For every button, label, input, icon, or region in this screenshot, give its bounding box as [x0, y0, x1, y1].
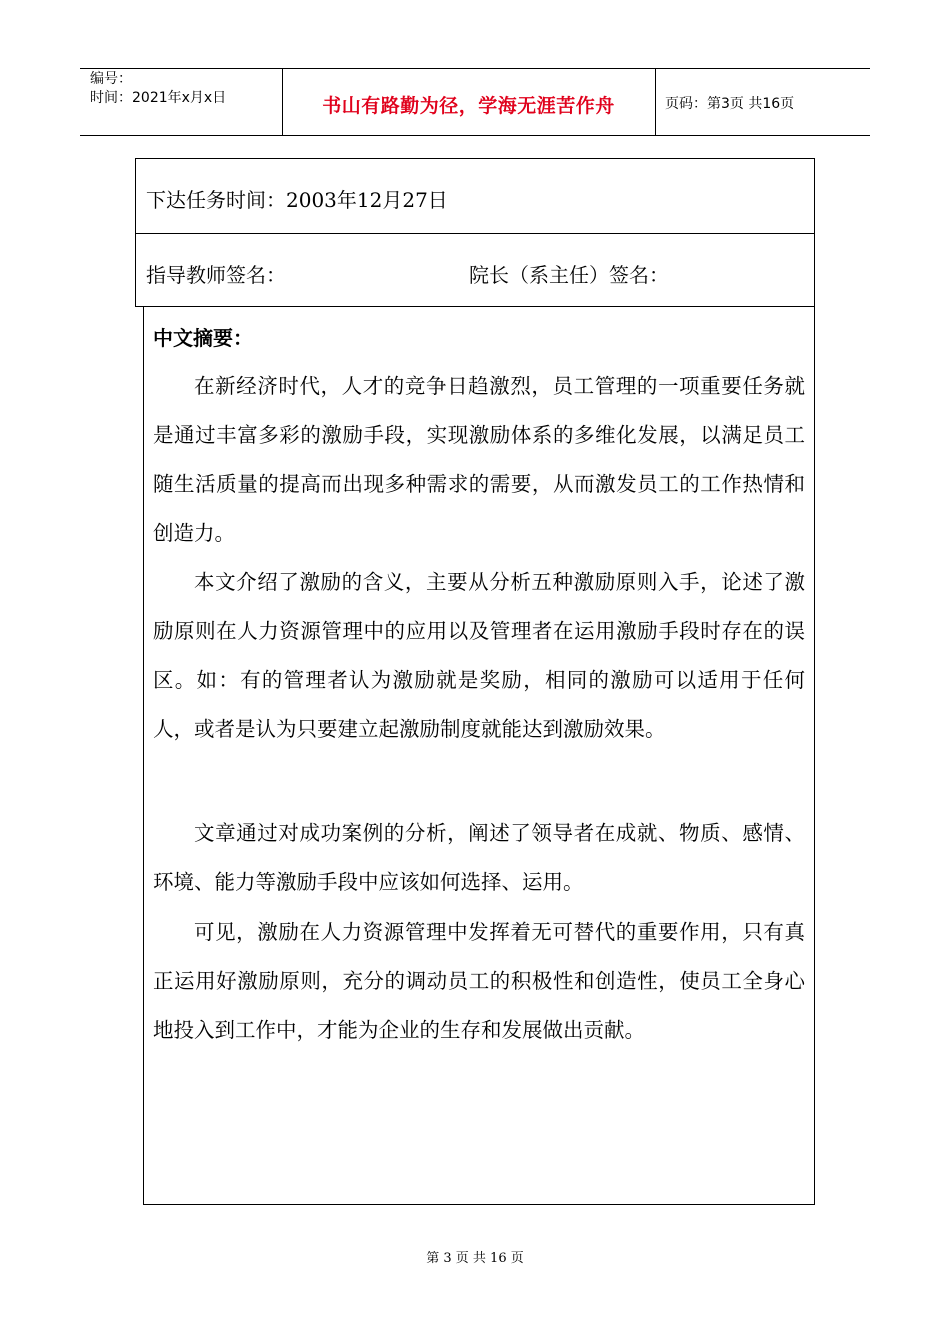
header-bottom-rule	[80, 135, 870, 136]
dean-sign-label: 院长（系主任）签名：	[469, 263, 669, 287]
header-motto: 书山有路勤为径，学海无涯苦作舟	[322, 95, 615, 117]
header-meta	[90, 70, 226, 108]
abstract-paragraph-2: 本文介绍了激励的含义，主要从分析五种激励原则入手，论述了激励原则在人力资源管理中的应用以及管理者在运用激励手段时存在的误区。如：有的管理者认为激励就是奖励，相同的激励可以适用于任何人，或者是认为只要建立起激励制度就能达到激励效果。	[153, 570, 805, 741]
number-label: 编号：	[90, 71, 132, 87]
abstract-title: 中文摘要：	[153, 326, 253, 350]
header-top-rule	[80, 68, 870, 69]
page-footer: 第 3 页 共 16 页	[426, 1251, 524, 1266]
time-label: 时间：2021年x月x日	[90, 90, 227, 106]
abstract-paragraph-3: 文章通过对成功案例的分析，阐述了领导者在成就、物质、感情、环境、能力等激励手段中应该如何选择、运用。	[153, 821, 805, 894]
header-divider-right	[655, 68, 656, 136]
task-time-text: 下达任务时间：2003年12月27日	[146, 188, 448, 212]
abstract-paragraph-4: 可见，激励在人力资源管理中发挥着无可替代的重要作用，只有真正运用好激励原则，充分的调动员工的积极性和创造性，使员工全身心地投入到工作中，才能为企业的生存和发展做出贡献。	[153, 920, 805, 1042]
header-page-info: 页码：第3页 共16页	[665, 96, 795, 112]
abstract-paragraph-1: 在新经济时代，人才的竞争日趋激烈，员工管理的一项重要任务就是通过丰富多彩的激励手段，实现激励体系的多维化发展，以满足员工随生活质量的提高而出现多种需求的需要，从而激发员工的工作热情和创造力。	[153, 374, 805, 545]
advisor-sign-label: 指导教师签名：	[146, 263, 286, 287]
